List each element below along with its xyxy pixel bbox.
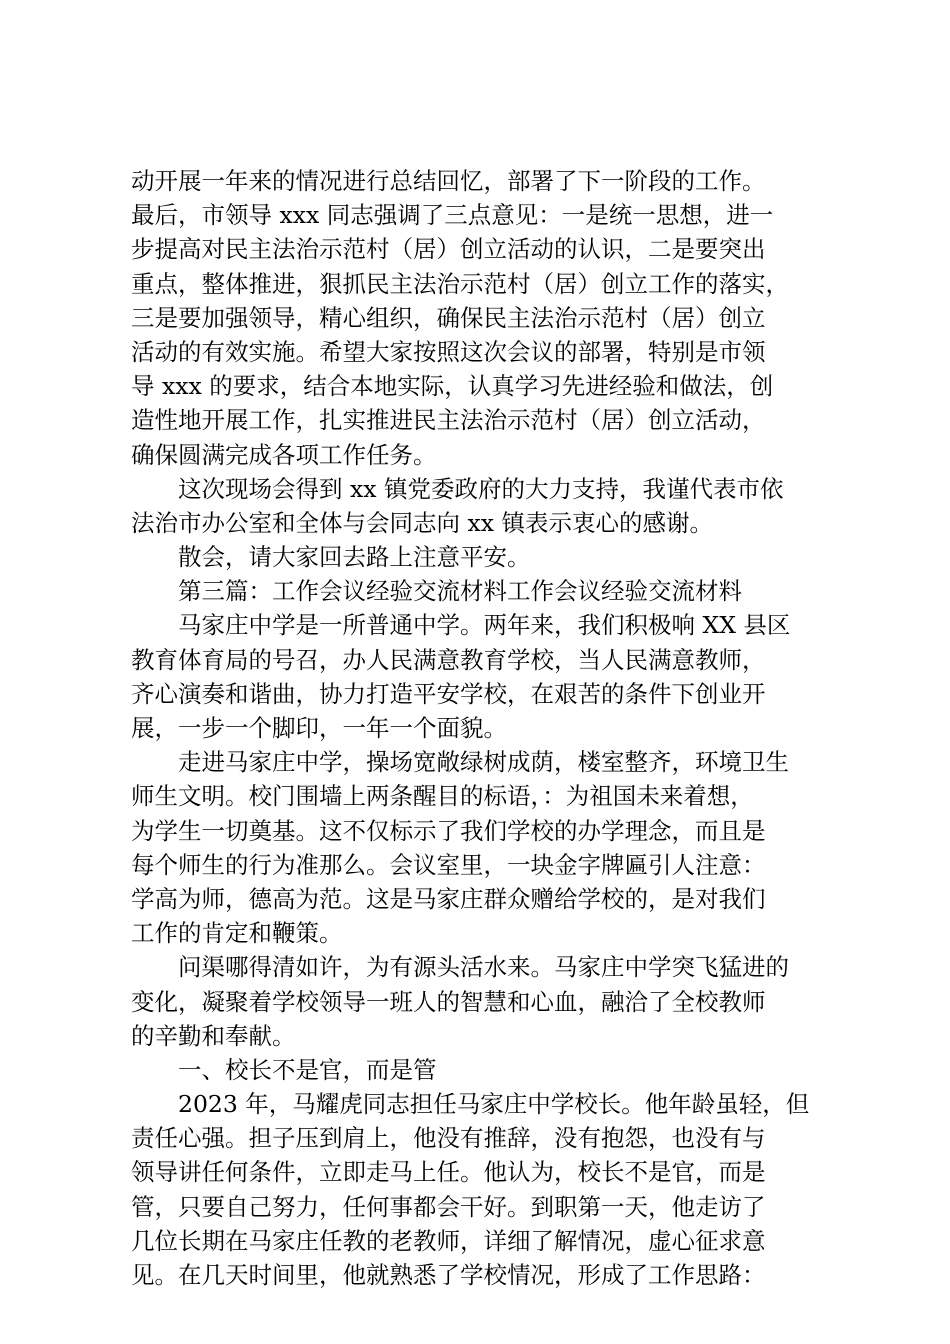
- text-line: 动开展一年来的情况进行总结回忆，部署了下一阶段的工作。: [131, 167, 766, 195]
- text-line: 三是要加强领导，精心组织，确保民主法治示范村（居）创立: [131, 303, 766, 332]
- text-line: 教育体育局的号召，办人民满意教育学校，当人民满意教师，: [131, 645, 766, 674]
- paragraph-first-line: 2023 年，马耀虎同志担任马家庄中学校长。他年龄虽轻，但: [178, 1090, 810, 1119]
- text-line: 为学生一切奠基。这不仅标示了我们学校的办学理念，而且是: [131, 816, 766, 845]
- text-line: 责任心强。担子压到肩上，他没有推辞，没有抱怨，也没有与: [131, 1124, 766, 1153]
- text-line: 每个师生的行为准那么。会议室里，一块金字牌匾引人注意：: [131, 850, 766, 879]
- document-body: [131, 164, 831, 1292]
- text-line: 学高为师，德高为范。这是马家庄群众赠给学校的，是对我们: [131, 884, 766, 913]
- text-line: 见。在几天时间里，他就熟悉了学校情况，形成了工作思路：: [131, 1261, 766, 1289]
- text-line: 领导讲任何条件，立即走马上任。他认为，校长不是官，而是: [131, 1158, 766, 1187]
- paragraph-first-line: 走进马家庄中学，操场宽敞绿树成荫，楼室整齐，环境卫生: [178, 748, 789, 777]
- paragraph-first-line: 这次现场会得到 xx 镇党委政府的大力支持，我谨代表市依: [178, 474, 784, 503]
- text-line: 重点，整体推进，狠抓民主法治示范村（居）创立工作的落实，: [131, 269, 789, 298]
- section-heading: 第三篇：工作会议经验交流材料工作会议经验交流材料: [178, 577, 742, 606]
- text-line: 导 xxx 的要求，结合本地实际，认真学习先进经验和做法，创: [131, 372, 774, 401]
- text-line: 师生文明。校门围墙上两条醒目的标语，：为祖国未来着想，: [131, 782, 754, 811]
- text-line: 步提高对民主法治示范村（居）创立活动的认识，二是要突出: [131, 235, 766, 264]
- paragraph-first-line: 散会，请大家回去路上注意平安。: [178, 543, 531, 572]
- paragraph-first-line: 问渠哪得清如许，为有源头活水来。马家庄中学突飞猛进的: [178, 953, 789, 982]
- text-line: 活动的有效实施。希望大家按照这次会议的部署，特别是市领: [131, 337, 766, 366]
- text-line: 造性地开展工作，扎实推进民主法治示范村（居）创立活动，: [131, 406, 766, 435]
- text-line: 变化，凝聚着学校领导一班人的智慧和心血，融洽了全校教师: [131, 987, 766, 1016]
- text-line: 工作的肯定和鞭策。: [131, 919, 343, 948]
- text-line: 展，一步一个脚印，一年一个面貌。: [131, 714, 507, 742]
- text-line: 的辛勤和奉献。: [131, 1021, 296, 1050]
- text-line: 法治市办公室和全体与会同志向 xx 镇表示衷心的感谢。: [131, 508, 713, 537]
- text-line: 几位长期在马家庄任教的老教师，详细了解情况，虚心征求意: [131, 1226, 766, 1255]
- text-line: 管，只要自己努力，任何事都会干好。到职第一天，他走访了: [131, 1192, 766, 1221]
- paragraph-first-line: 马家庄中学是一所普通中学。两年来，我们积极响 XX 县区: [178, 611, 791, 640]
- text-line: 确保圆满完成各项工作任务。: [131, 440, 437, 469]
- text-line: 最后，市领导 xxx 同志强调了三点意见：一是统一思想，进一: [131, 201, 774, 230]
- subsection-heading: 一、校长不是官，而是管: [178, 1055, 437, 1084]
- text-line: 齐心演奏和谐曲，协力打造平安学校，在艰苦的条件下创业开: [131, 679, 766, 708]
